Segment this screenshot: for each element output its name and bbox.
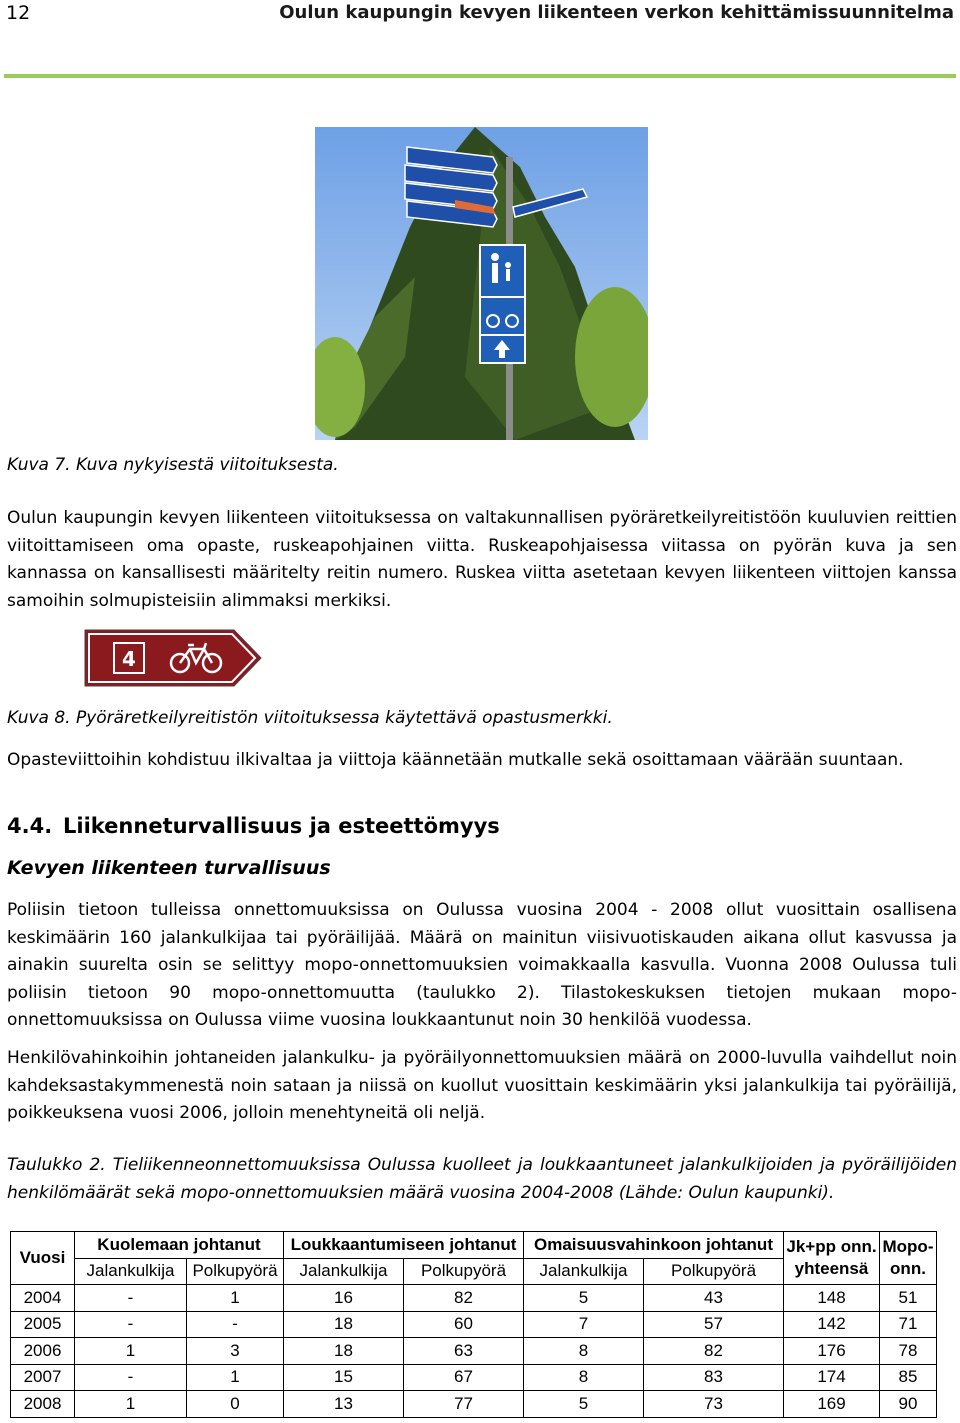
cycle-route-sign <box>84 629 262 687</box>
sub-header-pedestrian: Jalankulkija <box>524 1258 644 1285</box>
cell: 13 <box>284 1391 404 1418</box>
cell: 16 <box>284 1285 404 1312</box>
running-title: Oulun kaupungin kevyen liikenteen verkon kehittämissuunnitelma <box>279 2 954 23</box>
col-header-total: Jk+pp onn. yhteensä <box>784 1232 880 1285</box>
cell: 57 <box>644 1311 784 1338</box>
cell: - <box>75 1285 187 1312</box>
cell: 142 <box>784 1311 880 1338</box>
cell: 63 <box>404 1338 524 1365</box>
cell: 2004 <box>11 1285 75 1312</box>
cell: 90 <box>880 1391 937 1418</box>
paragraph-signage: Oulun kaupungin kevyen liikenteen viitoituksessa on valtakunnallisen pyöräretkeilyreitistöön kuuluvien reittien viitoittamiseen oma opaste, ruskeapohjainen viitta. Ruskeapohjaisessa viitassa on pyörän kuva ja sen kannassa on kansallisesti määritelty reitin numero. Ruskea viitta asetetaan kevyen liikenteen viittojen kanssa samoihin solmupisteisiin alimmaksi merkiksi. <box>7 508 957 611</box>
cell: 78 <box>880 1338 937 1365</box>
group-header-property: Omaisuusvahinkoon johtanut <box>524 1232 784 1259</box>
table-row <box>11 1311 937 1338</box>
paragraph-safety: Poliisin tietoon tulleissa onnettomuuksissa on Oulussa vuosina 2004 - 2008 ollut vuosittain osallisena keskimäärin 160 jalankulkijaa tai pyöräilijää. Määrä on mainitun viisivuotiskauden aikana ollut kasvussa ja ainakin suurelta osin se selittyy mopo-onnettomuuksien voimakkaalla kasvulla. Vuonna 2008 Oulussa tuli poliisin tietoon 90 mopo-onnettomuutta (taulukko 2). Tilastokeskuksen tietojen mukaan mopo-onnettomuuksissa on Oulussa viime vuosina loukkaantunut noin 30 henkilöä vuodessa. <box>7 900 957 1030</box>
accident-table <box>10 1231 937 1418</box>
cell: 3 <box>187 1338 284 1365</box>
cell: 7 <box>524 1311 644 1338</box>
route-number: 4 <box>122 647 136 671</box>
header-rule <box>4 74 956 78</box>
cell: 71 <box>880 1311 937 1338</box>
cell: 148 <box>784 1285 880 1312</box>
cell: 2005 <box>11 1311 75 1338</box>
cell: 82 <box>404 1285 524 1312</box>
table-row <box>11 1364 937 1391</box>
cell: 2008 <box>11 1391 75 1418</box>
cell: 43 <box>644 1285 784 1312</box>
col-header-moped: Mopo-onn. <box>880 1232 937 1285</box>
sub-header-pedestrian: Jalankulkija <box>284 1258 404 1285</box>
cell: 2006 <box>11 1338 75 1365</box>
table-row <box>11 1285 937 1312</box>
cell: - <box>75 1311 187 1338</box>
table-row <box>11 1391 937 1418</box>
cell: 51 <box>880 1285 937 1312</box>
cell: 1 <box>75 1391 187 1418</box>
section-subtitle: Kevyen liikenteen turvallisuus <box>7 857 331 879</box>
cell: 1 <box>187 1285 284 1312</box>
cell: 0 <box>187 1391 284 1418</box>
cell: 77 <box>404 1391 524 1418</box>
cell: 60 <box>404 1311 524 1338</box>
cell: 85 <box>880 1364 937 1391</box>
cell: 1 <box>187 1364 284 1391</box>
cell: 83 <box>644 1364 784 1391</box>
cell: 18 <box>284 1338 404 1365</box>
figure-8-caption: Kuva 8. Pyöräretkeilyreitistön viitoituksessa käytettävä opastusmerkki. <box>7 708 613 728</box>
page-number: 12 <box>6 2 31 24</box>
col-header-year: Vuosi <box>11 1232 75 1285</box>
paragraph-vandalism: Opasteviittoihin kohdistuu ilkivaltaa ja viittoja käännetään mutkalle sekä osoittamaan väärään suuntaan. <box>7 750 904 770</box>
cell: 1 <box>75 1338 187 1365</box>
cell: 176 <box>784 1338 880 1365</box>
cell: 18 <box>284 1311 404 1338</box>
sub-header-pedestrian: Jalankulkija <box>75 1258 187 1285</box>
cell: - <box>75 1364 187 1391</box>
section-number: 4.4. <box>7 814 53 838</box>
sub-header-bicycle: Polkupyörä <box>644 1258 784 1285</box>
group-header-injury: Loukkaantumiseen johtanut <box>284 1232 524 1259</box>
cell: 5 <box>524 1285 644 1312</box>
cell: 8 <box>524 1338 644 1365</box>
group-header-fatal: Kuolemaan johtanut <box>75 1232 284 1259</box>
cell: 82 <box>644 1338 784 1365</box>
cell: 73 <box>644 1391 784 1418</box>
table-2-caption: Taulukko 2. Tieliikenneonnettomuuksissa Oulussa kuolleet ja loukkaantuneet jalankulkijoiden ja pyöräilijöiden henkilömäärät sekä mopo-onnettomuuksien määrä vuosina 2004-2008 (Lähde: Oulun kaupunki). <box>7 1155 957 1203</box>
cell: 169 <box>784 1391 880 1418</box>
paragraph-injuries: Henkilövahinkoihin johtaneiden jalankulku- ja pyöräilyonnettomuuksien määrä on 2000-luvulla vaihdellut noin kahdeksastakymmenestä noin sataan ja niissä on kuollut vuosittain keskimäärin yksi jalankulkija tai pyöräilijä, poikkeuksena vuosi 2006, jolloin menehtyneitä oli neljä. <box>7 1048 957 1123</box>
section-title: Liikenneturvallisuus ja esteettömyys <box>63 814 500 838</box>
signpost-photo <box>315 127 648 440</box>
section-heading <box>7 814 500 838</box>
sub-header-bicycle: Polkupyörä <box>404 1258 524 1285</box>
cell: 67 <box>404 1364 524 1391</box>
cell: 15 <box>284 1364 404 1391</box>
sub-header-bicycle: Polkupyörä <box>187 1258 284 1285</box>
cell: 174 <box>784 1364 880 1391</box>
cell: 5 <box>524 1391 644 1418</box>
table-row <box>11 1338 937 1365</box>
cell: 8 <box>524 1364 644 1391</box>
cell: 2007 <box>11 1364 75 1391</box>
figure-7-caption: Kuva 7. Kuva nykyisestä viitoituksesta. <box>7 455 339 475</box>
cell: - <box>187 1311 284 1338</box>
